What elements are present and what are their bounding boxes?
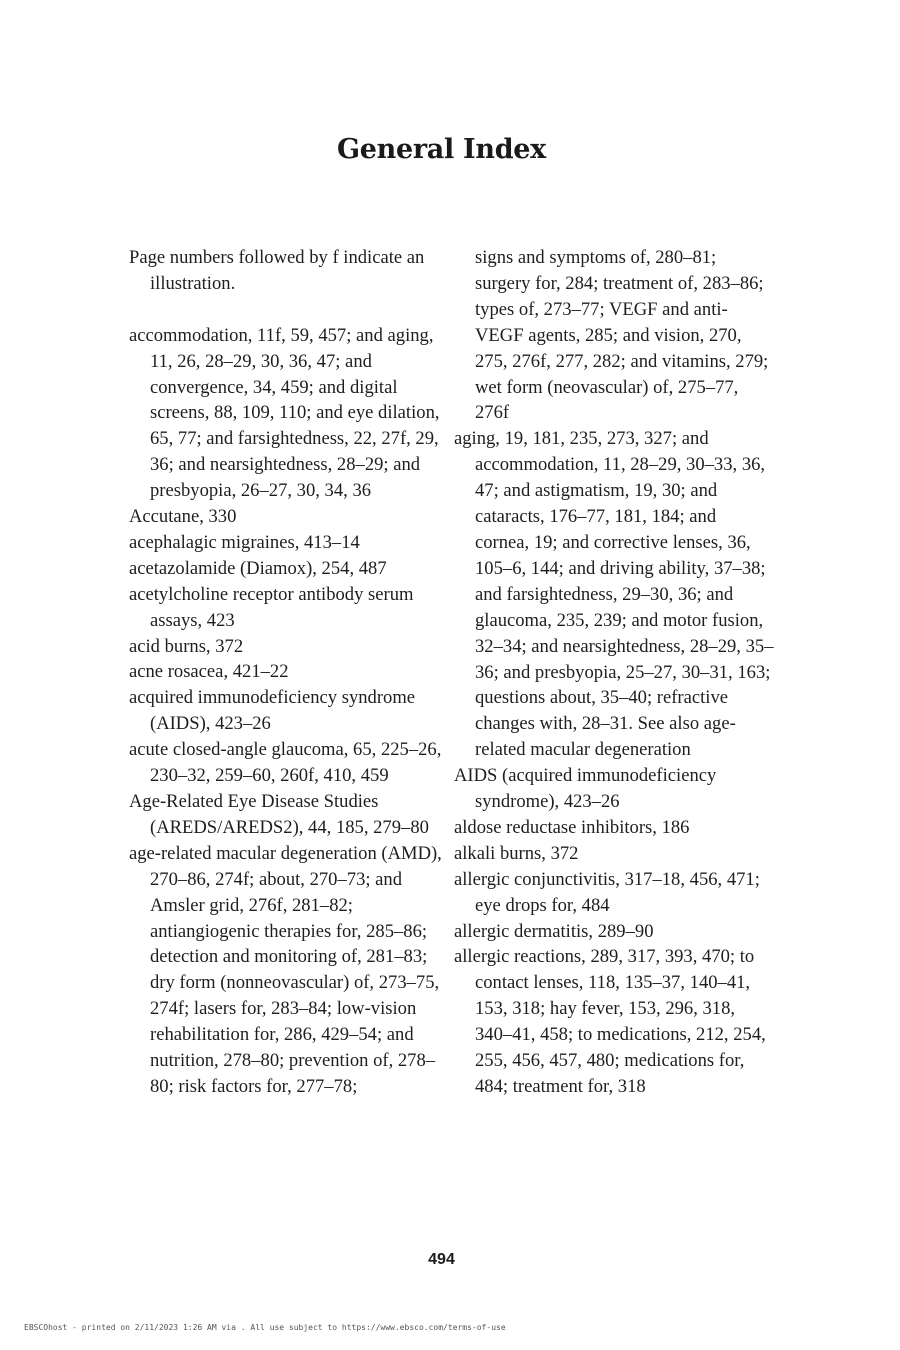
index-entry-accutane: Accutane, 330 — [129, 506, 237, 528]
index-entry-allergic-dermatitis: allergic dermatitis, 289–90 — [454, 920, 654, 942]
index-entry-acetylcholine: acetylcholine receptor antibody serum assays, 423 — [129, 583, 414, 631]
index-entry-accommodation: accommodation, 11f, 59, 457; and aging, 11, 26, 28–29, 30, 36, 47; and convergence, 34, 459; and digital screens, 88, 109, 110; and eye dilation, 65, 77; and farsightedness, 22, 27f, 29, 36; and nearsightedness, 28–29; and presbyopia, 26–27, 30, 34, 36 — [129, 324, 440, 502]
index-entry-amd: age-related macular degeneration (AMD), 270–86, 274f; about, 270–73; and Amsler grid, 276f, 281–82; antiangiogenic therapies for, 285–86; detection and monitoring of, 281–83; dry form (nonneovascular) of, 273–75, 274f; lasers for, 283–84; low-vision rehabilitation for, 286, 429–54; and nutrition, 278–80; prevention of, 278–80; risk factors for, 277–78; — [129, 842, 442, 1097]
index-entry-acute-closed-angle-glaucoma: acute closed-angle glaucoma, 65, 225–26, 230–32, 259–60, 260f, 410, 459 — [129, 739, 442, 787]
index-column-left — [129, 245, 447, 1100]
index-column-right — [454, 245, 774, 1100]
index-entry-allergic-reactions: allergic reactions, 289, 317, 393, 470; to contact lenses, 118, 135–37, 140–41, 153, 318; hay fever, 153, 296, 318, 340–41, 458; to medications, 212, 254, 255, 456, 457, 480; medications for, 484; treatment for, 318 — [454, 946, 766, 1097]
index-entry-acquired-immunodeficiency: acquired immunodeficiency syndrome (AIDS), 423–26 — [129, 687, 416, 735]
index-entry-acid-burns: acid burns, 372 — [129, 635, 244, 657]
page-number: 494 — [428, 1251, 455, 1268]
index-entry-acne-rosacea: acne rosacea, 421–22 — [129, 661, 289, 683]
index-intro-note: Page numbers followed by f indicate an illustration. — [129, 247, 425, 294]
index-entry-aids: AIDS (acquired immunodeficiency syndrome), 423–26 — [454, 765, 717, 813]
page-title: General Index — [337, 134, 546, 165]
index-entry-aldose-reductase: aldose reductase inhibitors, 186 — [454, 816, 690, 838]
print-footer: EBSCOhost - printed on 2/11/2023 1:26 AM via . All use subject to https://www.ebsco.com/terms-of-use — [24, 1323, 506, 1332]
index-entry-areds: Age-Related Eye Disease Studies (AREDS/AREDS2), 44, 185, 279–80 — [129, 791, 429, 838]
index-entry-aging: aging, 19, 181, 235, 273, 327; and accommodation, 11, 28–29, 30–33, 36, 47; and astigmatism, 19, 30; and cataracts, 176–77, 181, 184; and cornea, 19; and corrective lenses, 36, 105–6, 144; and driving ability, 37–38; and farsightedness, 29–30, 36; and glaucoma, 235, 239; and motor fusion, 32–34; and nearsightedness, 28–29, 35–36; and presbyopia, 25–27, 30–31, 163; questions about, 35–40; refractive changes with, 28–31. See also age-related macular degeneration — [454, 428, 774, 761]
index-entry-allergic-conjunctivitis: allergic conjunctivitis, 317–18, 456, 471; eye drops for, 484 — [454, 868, 760, 916]
index-entry-acetazolamide: acetazolamide (Diamox), 254, 487 — [129, 557, 387, 579]
index-entry-acephalagic-migraines: acephalagic migraines, 413–14 — [129, 531, 360, 553]
index-entry-alkali-burns: alkali burns, 372 — [454, 842, 579, 864]
index-entry-amd-continued: signs and symptoms of, 280–81; surgery for, 284; treatment of, 283–86; types of, 273–77; VEGF and anti-VEGF agents, 285; and vision, 270, 275, 276f, 277, 282; and vitamins, 279; wet form (neovascular) of, 275–77, 276f — [475, 247, 769, 424]
